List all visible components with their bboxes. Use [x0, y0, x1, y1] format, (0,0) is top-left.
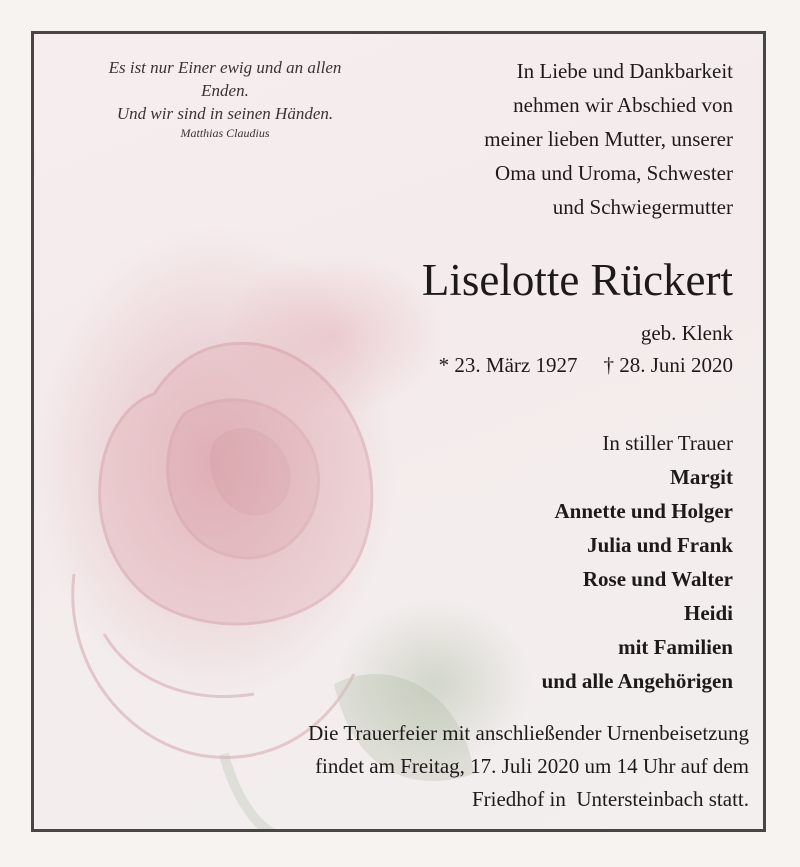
- intro-line: nehmen wir Abschied von: [513, 93, 733, 117]
- quote-line: Es ist nur Einer ewig und an allen: [108, 58, 342, 77]
- mourner-name: Annette und Holger: [554, 499, 733, 523]
- deceased-name: Liselotte Rückert: [421, 255, 733, 305]
- mourner-name: Rose und Walter: [582, 567, 733, 591]
- mourning-heading: In stiller Trauer: [602, 431, 733, 455]
- quote-block: [70, 56, 380, 141]
- ceremony-line: findet am Freitag, 17. Juli 2020 um 14 Uhr auf dem: [315, 754, 749, 778]
- quote-author: Matthias Claudius: [180, 126, 270, 140]
- mourner-name: Margit: [670, 465, 733, 489]
- birth-name: geb. Klenk: [640, 321, 733, 345]
- mourner-name: und alle Angehörigen: [541, 669, 733, 693]
- ceremony-info: [149, 717, 749, 816]
- life-dates: [439, 350, 733, 380]
- intro-line: meiner lieben Mutter, unserer: [484, 127, 733, 151]
- quote-line: Enden.: [201, 81, 249, 100]
- birth-date: * 23. März 1927: [438, 353, 578, 377]
- mourner-name: mit Familien: [618, 635, 733, 659]
- intro-text: [403, 54, 733, 224]
- intro-line: In Liebe und Dankbarkeit: [516, 59, 733, 83]
- intro-line: und Schwiegermutter: [552, 195, 733, 219]
- mourner-name: Julia und Frank: [587, 533, 733, 557]
- mourners-block: [373, 426, 733, 698]
- quote-line: Und wir sind in seinen Händen.: [116, 104, 334, 123]
- intro-line: Oma und Uroma, Schwester: [495, 161, 733, 185]
- mourner-name: Heidi: [683, 601, 733, 625]
- ceremony-line: Die Trauerfeier mit anschließender Urnenbeisetzung: [308, 721, 749, 745]
- obituary-notice: [31, 31, 766, 832]
- death-date: † 28. Juni 2020: [603, 353, 733, 377]
- ceremony-line: Friedhof in Untersteinbach statt.: [471, 787, 749, 811]
